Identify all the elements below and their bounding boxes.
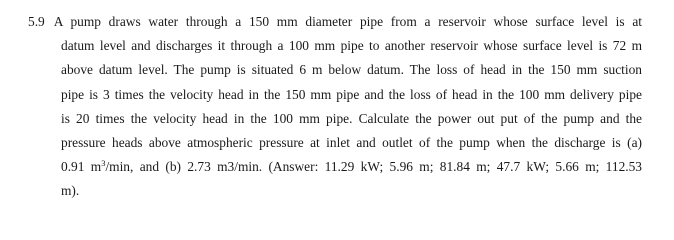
problem-line-4: pipe is 3 times the velocity head in the 150 mm pipe and the loss of head in the 100 mm delivery pipe bbox=[61, 86, 642, 102]
discharge-a-value: 0.91 m bbox=[61, 159, 102, 175]
problem-line-1 bbox=[28, 10, 642, 34]
cube-exponent: 3 bbox=[101, 158, 106, 169]
problem-line-5: is 20 times the velocity head in the 100 mm pipe. Calculate the power out put of the pump and the bbox=[61, 110, 642, 126]
problem-line-3: above datum level. The pump is situated 6 m below datum. The loss of head in the 150 mm suction bbox=[61, 62, 642, 78]
problem-line-6: pressure heads above atmospheric pressure at inlet and outlet of the pump when the discharge is (a) bbox=[61, 135, 642, 151]
problem-number: 5.9 bbox=[28, 14, 45, 29]
problem-text-line-1: A pump draws water through a 150 mm diameter pipe from a reservoir whose surface level is at bbox=[53, 14, 642, 29]
problem-statement bbox=[30, 10, 642, 204]
problem-line-8: m). bbox=[61, 183, 80, 199]
problem-line-7 bbox=[30, 155, 642, 179]
answer-text: /min, and (b) 2.73 m3/min. (Answer: 11.29 kW; 5.96 m; 81.84 m; 47.7 kW; 5.66 m; 112.53 bbox=[105, 159, 643, 175]
problem-line-2: datum level and discharges it through a 100 mm pipe to another reservoir whose surface level is 72 m bbox=[61, 38, 642, 54]
